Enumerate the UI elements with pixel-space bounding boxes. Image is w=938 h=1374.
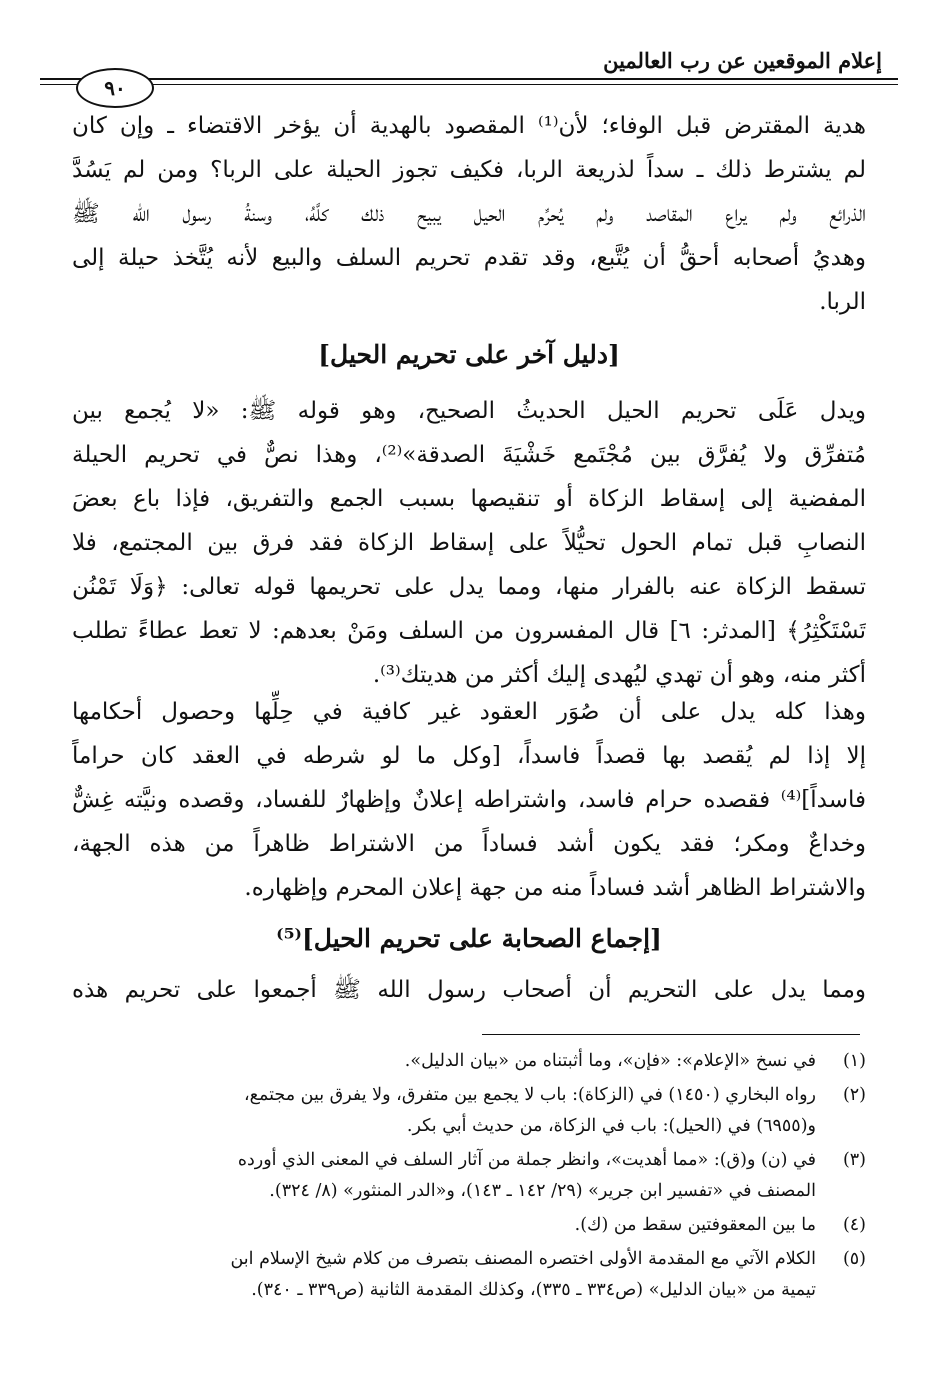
text-line: لم يشترط ذلك ـ سداً لذريعة الربا، فكيف تجوز الحيلة على الربا؟ ومن لم يَسُدَّ (72, 157, 866, 183)
footnotes (72, 1046, 866, 1309)
footnote-text: تيمية من «بيان الدليل» (ص٣٣٤ ـ ٣٣٥)، وكذلك المقدمة الثانية (ص٣٣٩ ـ ٣٤٠). (251, 1280, 816, 1300)
footnote (72, 1080, 866, 1142)
footnote-text: في (ن) و(ق): «مما أهديت»، وانظر جملة من آثار السلف في المعنى الذي أورده (237, 1150, 816, 1170)
footnote (72, 1145, 866, 1207)
footnote-number: (٣) (842, 1150, 866, 1170)
page-header (40, 34, 898, 114)
footnote (72, 1210, 866, 1241)
footnote-text: المصنف في «تفسير ابن جرير» (٢٩/ ١٤٢ ـ ١٤٣)، و«الدر المنثور» (٨/ ٣٢٤). (269, 1181, 816, 1201)
footnote-text: في نسخ «الإعلام»: «فإن»، وما أثبتناه من «بيان الدليل». (404, 1051, 816, 1071)
text-line: والاشتراط الظاهر أشد فساداً منه من جهة إعلان المحرم وإظهاره. (244, 875, 866, 901)
paragraph-1 (72, 104, 866, 324)
text-line: تَسْتَكْثِرُ﴾ [المدثر: ٦] قال المفسرون من السلف ومَنْ بعدهم: لا تعط عطاءً تطلب (72, 618, 866, 644)
text-line: إلا إذا لم يُقصد بها قصداً فاسداً، [وكل ما لو شرطه في العقد كان حراماً (72, 743, 866, 769)
section-heading: [إجماع الصحابة على تحريم الحيل]⁽⁵⁾ (276, 924, 662, 953)
header-rule-thin (40, 84, 898, 85)
footnote-number: (٥) (842, 1249, 866, 1269)
paragraph-3 (72, 690, 866, 910)
footnote-text: الكلام الآتي مع المقدمة الأولى اختصره المصنف بتصرف من كلام شيخ الإسلام ابن (230, 1249, 816, 1269)
footnote (72, 1046, 866, 1077)
text-line: مُتفرِّق ولا يُفرَّق بين مُجْتَمع خَشْيَةَ الصدقة»⁽²⁾، وهذا نصٌّ في تحريم الحيلة (72, 442, 866, 468)
text-line: الربا. (819, 289, 866, 315)
footnote-number: (١) (842, 1051, 866, 1071)
footnote-text: رواه البخاري (١٤٥٠) في (الزكاة): باب لا يجمع بين متفرق، ولا يفرق بين مجتمع، (244, 1085, 816, 1105)
footnote-text: ما بين المعقوفتين سقط من (ك). (574, 1215, 816, 1235)
text-line: وخداعٌ ومكر؛ فقد يكون أشد فساداً من الاشتراط ظاهراً من هذه الجهة، (72, 831, 866, 857)
paragraph-2 (72, 389, 866, 697)
text-line: النصابِ قبل تمام الحول تحيُّلاً على إسقاط الزكاة فقد فرق بين المجتمع، فلا (72, 530, 866, 556)
text-line: أكثر منه، وهو أن تهدي ليُهدى إليك أكثر من هديتك⁽³⁾. (372, 662, 866, 688)
header-rule (40, 78, 898, 80)
section-heading: [دليل آخر على تحريم الحيل] (318, 340, 620, 369)
text-line: هدية المقترض قبل الوفاء؛ لأن⁽¹⁾ المقصود بالهدية أن يؤخر الاقتضاء ـ وإن كان (72, 113, 866, 139)
footnote (72, 1244, 866, 1306)
footnote-number: (٤) (842, 1215, 866, 1235)
text-line: المفضية إلى إسقاط الزكاة أو تنقيصها بسبب الجمع والتفريق، فإذا باع بعضَ (72, 486, 866, 512)
text-line: وهديُ أصحابه أحقُّ أن يُتَّبع، وقد تقدم تحريم السلف والبيع لأنه يُتَّخذ حيلة إلى (72, 245, 866, 271)
text-line: ويدل عَلَى تحريم الحيل الحديثُ الصحيح، وهو قوله ﷺ: «لا يُجمع بين (72, 398, 866, 424)
text-line: وهذا كله يدل على أن صُوَر العقود غير كافية في حِلِّها وحصول أحكامها (72, 699, 866, 725)
text-line: تسقط الزكاة عنه بالفرار منها، ومما يدل على تحريمها قوله تعالى: ﴿وَلَا تَمْنُن (72, 574, 866, 600)
book-title: إعلام الموقعين عن رب العالمين (603, 48, 882, 73)
text-line: فاسداً]⁽⁴⁾ فقصده حرام فاسد، واشتراطه إعلانٌ وإظهارٌ للفساد، وقصده ونيَّته غِشٌّ (72, 787, 866, 813)
page-number: ٩٠ (76, 68, 154, 108)
text-line: الذرائع ولم يراع المقاصد ولم يُحرِّم الحيل يبيح ذلك كلَّهُ، وسنةُ رسول الله ﷺ (72, 201, 866, 227)
text-line: ومما يدل على التحريم أن أصحاب رسول الله ﷺ أجمعوا على تحريم هذه (72, 977, 866, 1003)
paragraph-4 (72, 968, 866, 1012)
footnote-separator (482, 1034, 860, 1035)
footnote-text: و(٦٩٥٥) في (الحيل): باب في الزكاة، من حديث أبي بكر. (406, 1116, 816, 1136)
footnote-number: (٢) (842, 1085, 866, 1105)
